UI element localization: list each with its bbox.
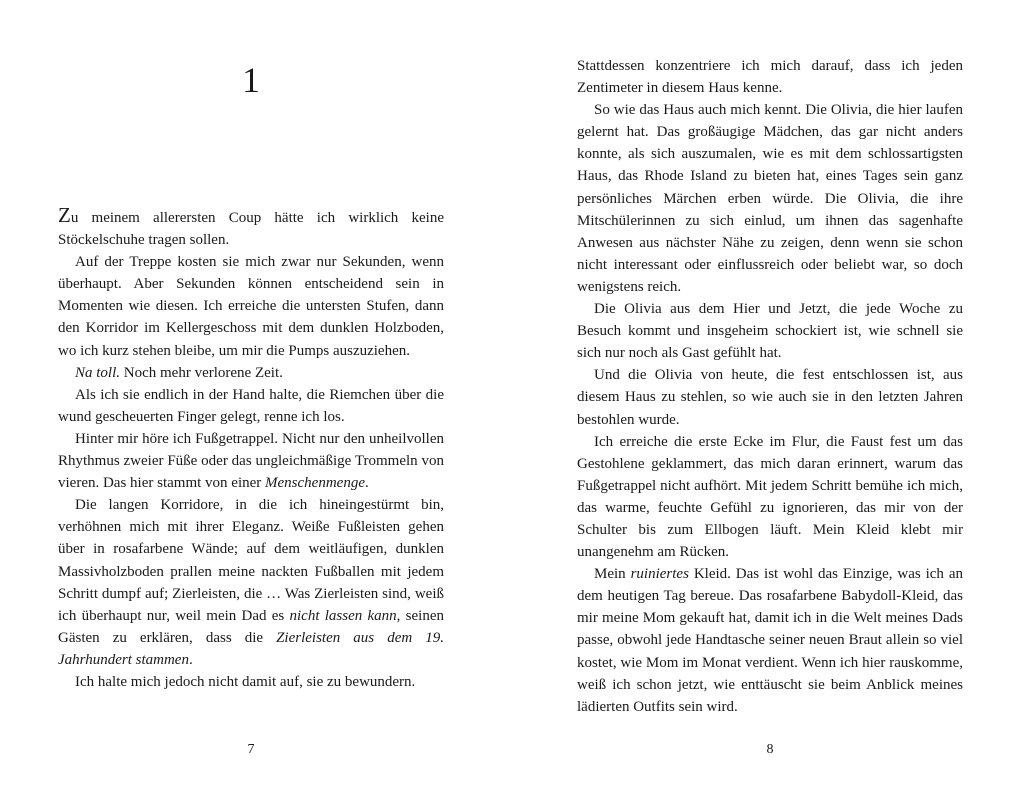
paragraph: Die langen Korridore, in die ich hineingestürmt bin, verhöhnen mich mit ihrer Eleganz. Weiße Fußleisten gehen über in rosafarbene Wände; auf dem weitläufigen, dunklen Massivholzboden prallen meine nackten Fußballen mit jedem Schritt dumpf auf; Zierleisten, die … Was Zierleisten sind, weiß ich überhaupt nur, weil mein Dad es nicht lassen kann, seinen Gästen zu erklären, dass die Zierleisten aus dem 19. Jahrhundert stammen. [58, 497, 444, 668]
paragraph: Auf der Treppe kosten sie mich zwar nur Sekunden, wenn überhaupt. Aber Sekunden können entscheidend sein in Momenten wie diesen. Ich erreiche die untersten Stufen, dann den Korridor im Kellergeschoss mit dem dunklen Holzboden, wo ich kurz stehen bleibe, um mir die Pumps auszuziehen. [58, 254, 444, 359]
paragraph: Mein ruiniertes Kleid. Das ist wohl das Einzige, was ich an dem heutigen Tag bereue. Das rosafarbene Babydoll-Kleid, das mir meine Mom gekauft hat, damit ich in die Welt meines Dads passe, obwohl jede Handtasche seiner neuen Braut allein so viel kostet, wie Mom im Monat verdient. Wenn ich hier rauskomme, weiß ich schon jetzt, wie enttäuscht sie beim Anblick meines lädierten Outfits sein wird. [577, 566, 963, 715]
paragraph: Hinter mir höre ich Fußgetrappel. Nicht nur den unheilvollen Rhythmus zweier Füße oder das ungleichmäßige Trommeln von vieren. Das hier stammt von einer Menschenmenge. [58, 430, 444, 492]
paragraph: So wie das Haus auch mich kennt. Die Olivia, die hier laufen gelernt hat. Das großäugige Mädchen, das gar nicht anders konnte, als sich auszumalen, wie es mit dem schlossartigsten Haus, das Rhode Island zu bieten hat, eines Tages sein ganz persönliches Märchen erben würde. Die Olivia, die ihre Mitschülerinnen zu sich einlud, um ihnen das sagenhafte Anwesen aus nächster Nähe zu zeigen, denn wenn sie schon nicht interessant oder einflussreich oder beliebt war, so doch wenigstens reich. [577, 102, 963, 295]
paragraph: Und die Olivia von heute, die fest entschlossen ist, aus diesem Haus zu stehlen, so wie auch sie in den letzten Jahren bestohlen wurde. [577, 367, 963, 428]
paragraph: Stattdessen konzentriere ich mich darauf, dass ich jeden Zentimeter in diesem Haus kenne. [577, 58, 963, 97]
right-page [577, 0, 963, 812]
left-page-text [58, 205, 444, 693]
page-number: 7 [247, 742, 255, 757]
paragraph: Na toll. Noch mehr verlorene Zeit. [75, 364, 283, 381]
paragraph: Als ich sie endlich in der Hand halte, die Riemchen über die wund gescheuerten Finger gelegt, renne ich los. [58, 386, 444, 425]
left-page [58, 0, 444, 812]
drop-cap: Z [58, 203, 71, 227]
paragraph: Ich halte mich jedoch nicht damit auf, sie zu bewundern. [75, 673, 416, 690]
page-number: 8 [766, 742, 774, 757]
chapter-number: 1 [242, 60, 260, 100]
right-page-text [577, 55, 963, 718]
paragraph: Ich erreiche die erste Ecke im Flur, die Faust fest um das Gestohlene geklammert, das mich daran erinnert, warum das Fußgetrappel nicht aufhört. Mit jedem Schritt bemühe ich mich, das warme, feuchte Gefühl zu ignorieren, das mir von der Schulter bis zum Ellbogen läuft. Mein Kleid klebt mir unangenehm am Rücken. [577, 433, 963, 561]
paragraph: Zu meinem allerersten Coup hätte ich wirklich keine Stöckelschuhe tragen sollen. [58, 203, 444, 249]
paragraph: Die Olivia aus dem Hier und Jetzt, die jede Woche zu Besuch kommt und insgeheim schockiert ist, wie schnell sie sich nur noch als Gast gefühlt hat. [577, 301, 963, 362]
